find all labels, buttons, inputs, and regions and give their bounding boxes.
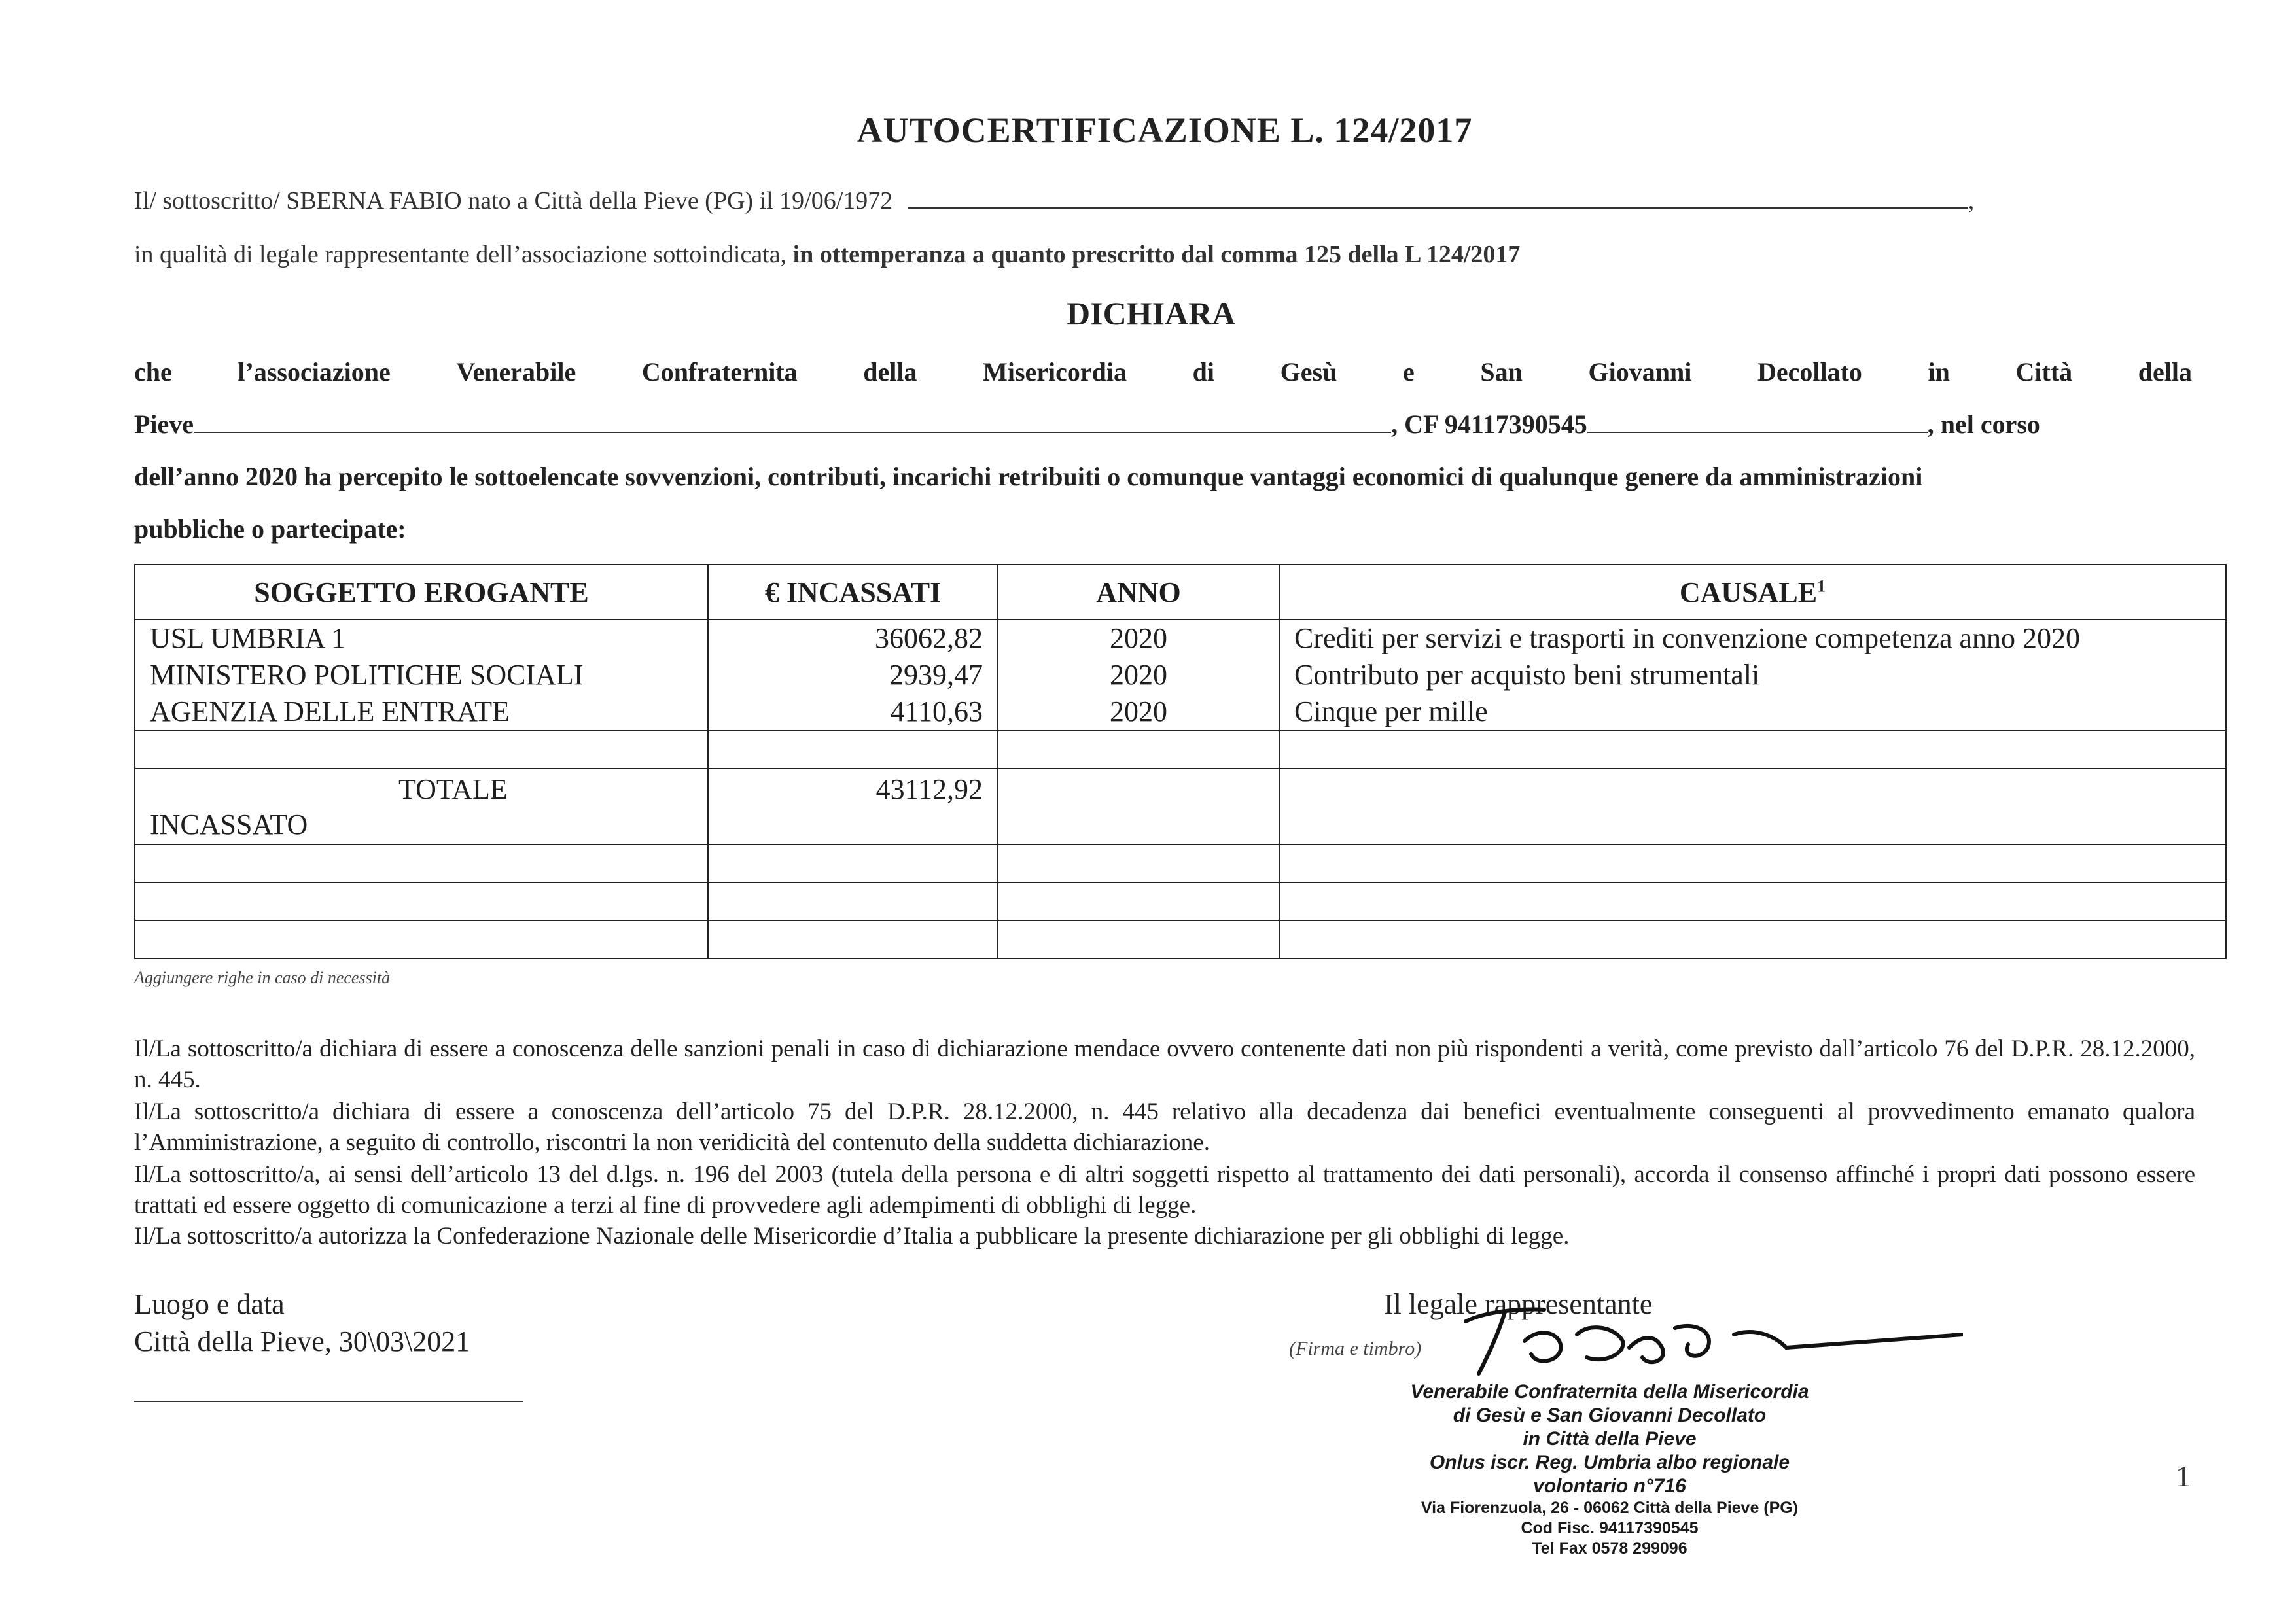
cell-incassati: 4110,63 [708,693,998,731]
decl-word: Gesù [1280,357,1337,387]
blank-line [908,207,1968,209]
empty-row [135,731,2226,769]
stamp-line: Venerabile Confraternita della Misericordia [1410,1381,1809,1403]
handwritten-signature [1407,1295,1963,1387]
declarant-info: Il/ sottoscritto/ SBERNA FABIO nato a Città della Pieve (PG) il 19/06/1972 [134,187,893,215]
cell-anno: 2020 [998,657,1279,693]
cell-soggetto: MINISTERO POLITICHE SOCIALI [135,657,708,693]
header-causale [1279,565,2226,620]
total-label-line-2: INCASSATO [150,809,308,841]
intro-role: in qualità di legale rappresentante dell’associazione sottoindicata, [134,241,787,268]
intro-line-1 [134,186,1974,215]
legale-rappresentante: Il legale rappresentante [1384,1288,1653,1320]
declaration-row-3: dell’anno 2020 ha percepito le sottoelencate sovvenzioni, contributi, incarichi retribuiti o comunque vantaggi economici di qualunque genere da amministrazioni [134,462,1923,491]
total-row [135,769,2226,845]
decl-word: Venerabile [456,357,576,387]
paragraph-sanzioni: Il/La sottoscritto/a dichiara di essere a conoscenza delle sanzioni penali in caso di dichiarazione mendace ovvero contenente dati non più rispondenti a verità, come previsto dall’articolo 76 del D.P.R. 28.12.2000, n. 445. [134,1036,2195,1093]
decl-word: che [134,357,172,387]
declaration-row-1 [134,357,2192,387]
pieve-word: Pieve [134,410,194,439]
cell-soggetto: USL UMBRIA 1 [135,620,708,657]
decl-word: Misericordia [983,357,1127,387]
table-note: Aggiungere righe in caso di necessità [134,968,391,987]
stamp-line: Tel Fax 0578 299096 [1532,1539,1687,1558]
decl-word: e [1402,357,1415,387]
decl-word: San [1480,357,1523,387]
stamp-line: in Città della Pieve [1523,1428,1697,1450]
luogo-label: Luogo e data [134,1288,285,1320]
table-header-row [135,565,2226,620]
empty-row [135,845,2226,882]
header-incassati: € INCASSATI [708,565,998,620]
stamp-line: volontario n°716 [1533,1475,1686,1497]
cell-causale: Cinque per mille [1279,693,2226,731]
stamp-line: Via Fiorenzuola, 26 - 06062 Città della Pieve (PG) [1421,1499,1799,1517]
cell-anno: 2020 [998,620,1279,657]
declaration-row-2 [134,409,2040,440]
intro-line-2 [134,240,1520,269]
blank-line [134,1400,523,1402]
footnote-marker: 1 [1817,576,1826,595]
decl-word: della [2138,357,2192,387]
total-value: 43112,92 [708,769,998,845]
grants-table [134,564,2227,959]
cell-causale: Crediti per servizi e trasporti in convenzione competenza anno 2020 [1279,620,2226,657]
blank-line [1587,431,1928,433]
stamp-line: Onlus iscr. Reg. Umbria albo regionale [1429,1452,1790,1473]
dichiara-heading: DICHIARA [1067,295,1236,332]
decl-word: di [1192,357,1215,387]
table-row [135,620,2226,657]
nel-corso: , nel corso [1927,410,2040,439]
table-row [135,693,2226,731]
total-label [135,769,708,845]
paragraph-decadenza: Il/La sottoscritto/a dichiara di essere a conoscenza dell’articolo 75 del D.P.R. 28.12.2000, n. 445 relativo alla decadenza dai benefici eventualmente conseguenti al provvedimento emanato qualora l’Amministrazione, a seguito di controllo, riscontri la non veridicità del contenuto della suddetta dichiarazione. [134,1098,2195,1156]
header-soggetto: SOGGETTO EROGANTE [135,565,708,620]
empty-row [135,882,2226,920]
table-row [135,657,2226,693]
declaration-row-4: pubbliche o partecipate: [134,514,406,544]
decl-word: l’associazione [238,357,391,387]
comma: , [1968,187,1975,215]
decl-word: in [1928,357,1950,387]
stamp-line: Cod Fisc. 94117390545 [1521,1519,1699,1537]
blank-line [194,431,1391,433]
total-label-line-1: TOTALE [398,773,508,805]
cf-code: , CF 94117390545 [1391,410,1587,439]
cell-soggetto: AGENZIA DELLE ENTRATE [135,693,708,731]
header-anno: ANNO [998,565,1279,620]
header-causale-label: CAUSALE [1679,576,1818,608]
cell-causale: Contributo per acquisto beni strumentali [1279,657,2226,693]
paragraph-autorizzazione: Il/La sottoscritto/a autorizza la Confederazione Nazionale delle Misericordie d’Italia a pubblicare la presente dichiarazione per gli obblighi di legge. [134,1223,1570,1249]
document-title: AUTOCERTIFICAZIONE L. 124/2017 [857,111,1473,150]
association-stamp [1361,1380,1858,1559]
decl-word: Giovanni [1588,357,1692,387]
intro-law-reference: in ottemperanza a quanto prescritto dal comma 125 della L 124/2017 [786,241,1521,268]
decl-word: Città [2015,357,2073,387]
page-number: 1 [2176,1459,2191,1493]
decl-word: Confraternita [641,357,798,387]
decl-word: Decollato [1757,357,1862,387]
luogo-data: Città della Pieve, 30\03\2021 [134,1325,470,1357]
cell-incassati: 36062,82 [708,620,998,657]
paragraph-privacy: Il/La sottoscritto/a, ai sensi dell’articolo 13 del d.lgs. n. 196 del 2003 (tutela della persona e di altri soggetti rispetto al trattamento dei dati personali), accorda il consenso affinché i propri dati possono essere trattati ed essere oggetto di comunicazione a terzi al fine di provvedere agli adempimenti di obblighi di legge. [134,1161,2195,1219]
decl-word: della [863,357,917,387]
empty-row [135,920,2226,958]
cell-anno: 2020 [998,693,1279,731]
firma-label: (Firma e timbro) [1289,1338,1422,1359]
cell-incassati: 2939,47 [708,657,998,693]
stamp-line: di Gesù e San Giovanni Decollato [1453,1405,1767,1426]
